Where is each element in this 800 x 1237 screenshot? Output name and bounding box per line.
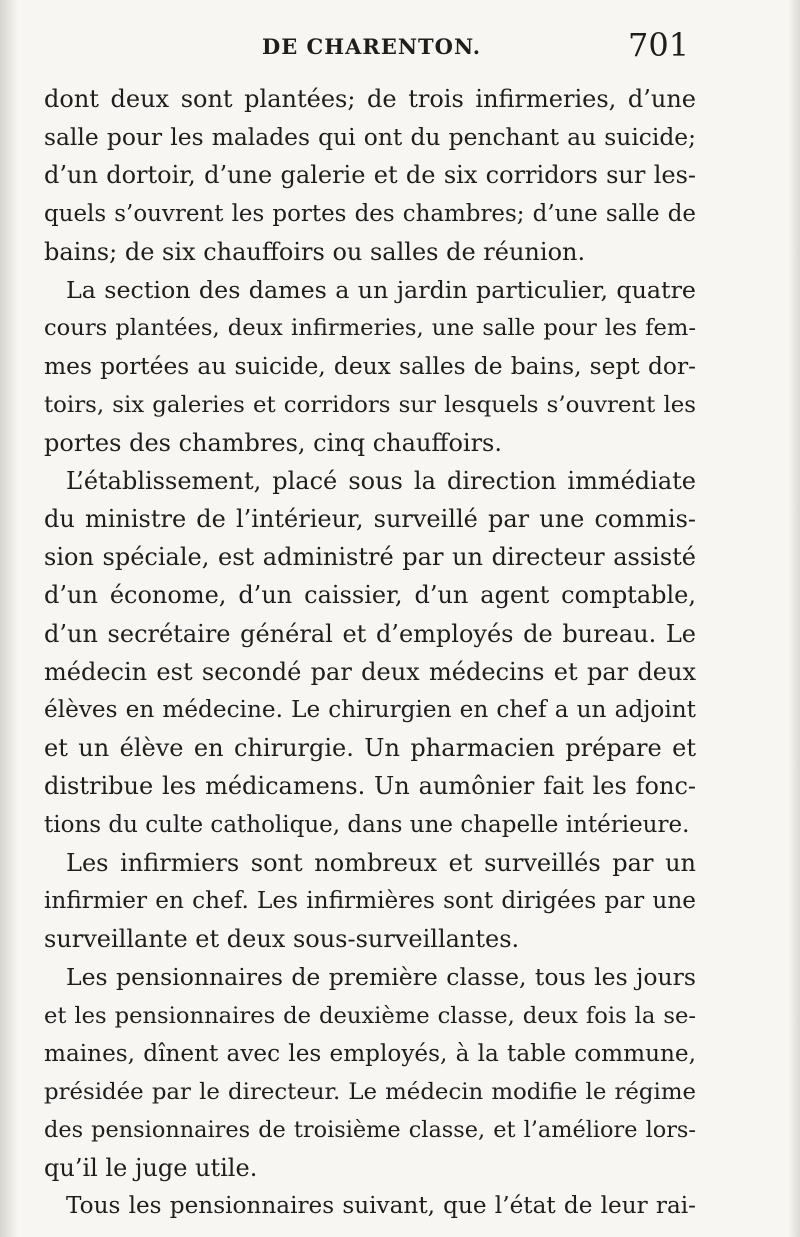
text-line: maines, dînent avec les employés, à la table commune, xyxy=(44,1040,696,1067)
running-head: DE CHARENTON. xyxy=(262,34,482,59)
paragraph-6 xyxy=(44,1187,696,1225)
text-line: infirmier en chef. Les infirmières sont dirigées par une xyxy=(44,886,696,914)
text-line: Les infirmiers sont nombreux et surveillés par un xyxy=(66,848,696,877)
text-line: cours plantées, deux infirmeries, une salle pour les fem- xyxy=(44,315,696,342)
text-line: d’un dortoir, d’une galerie et de six corridors sur les- xyxy=(44,161,696,190)
text-line: L’établissement, placé sous la direction immédiate xyxy=(66,466,696,495)
text-line: du ministre de l’intérieur, surveillé par une commis- xyxy=(44,505,696,534)
text-line: bains; de six chauffoirs ou salles de réunion. xyxy=(44,237,586,266)
text-line: d’un économe, d’un caissier, d’un agent comptable, xyxy=(44,581,696,610)
paragraph-3 xyxy=(44,462,696,844)
page-edge-shadow xyxy=(788,0,800,1237)
text-line: médecin est secondé par deux médecins et par deux xyxy=(44,657,696,686)
text-line: Les pensionnaires de première classe, tous les jours xyxy=(66,963,696,992)
paragraph-2 xyxy=(44,271,696,462)
text-line: présidée par le directeur. Le médecin modifie le régime xyxy=(44,1078,696,1105)
text-line: d’un secrétaire général et d’employés de bureau. Le xyxy=(44,619,696,648)
text-line: toirs, six galeries et corridors sur lesquels s’ouvrent les xyxy=(44,391,696,418)
paragraph-5 xyxy=(44,958,696,1187)
text-line: et un élève en chirurgie. Un pharmacien prépare et xyxy=(44,734,696,763)
body-text xyxy=(44,80,696,1226)
text-line: surveillante et deux sous-surveillantes. xyxy=(44,925,520,954)
text-line: quels s’ouvrent les portes des chambres; d’une salle de xyxy=(44,200,696,227)
page-gutter-shadow xyxy=(0,0,18,1237)
paragraph-1 xyxy=(44,80,696,271)
text-line: salle pour les malades qui ont du penchant au suicide; xyxy=(44,123,696,152)
text-line: mes portées au suicide, deux salles de bains, sept dor- xyxy=(44,352,696,381)
text-line: des pensionnaires de troisième classe, et l’améliore lors- xyxy=(44,1117,696,1144)
text-line: sion spéciale, est administré par un directeur assisté xyxy=(44,543,696,572)
text-line: dont deux sont plantées; de trois infirmeries, d’une xyxy=(44,85,696,113)
text-line: distribue les médicamens. Un aumônier fait les fonc- xyxy=(44,772,696,801)
page-number: 701 xyxy=(628,26,690,64)
text-line: Tous les pensionnaires suivant, que l’état de leur rai- xyxy=(66,1193,696,1220)
text-line: élèves en médecine. Le chirurgien en chef a un adjoint xyxy=(44,696,696,723)
text-line: portes des chambres, cinq chauffoirs. xyxy=(44,428,502,457)
text-line: tions du culte catholique, dans une chapelle intérieure. xyxy=(44,811,690,838)
text-line: et les pensionnaires de deuxième classe, deux fois la se- xyxy=(44,1002,696,1029)
paragraph-4 xyxy=(44,844,696,959)
text-line: La section des dames a un jardin particulier, quatre xyxy=(66,275,696,304)
text-line: qu’il le juge utile. xyxy=(44,1154,258,1183)
